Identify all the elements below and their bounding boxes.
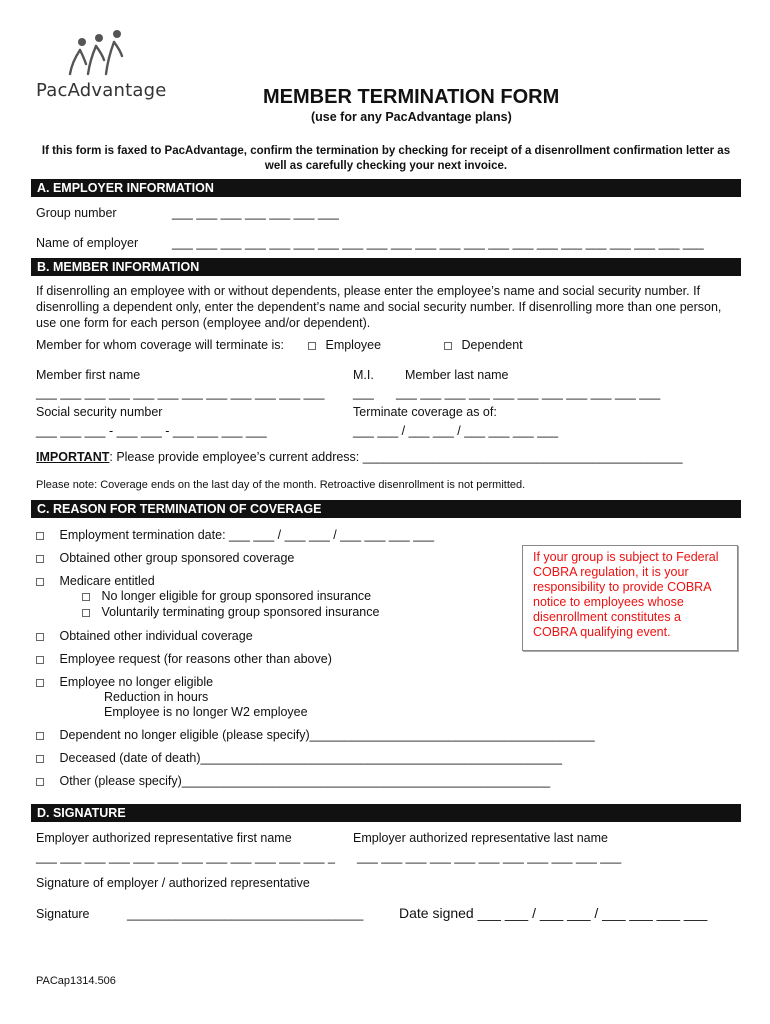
ssn-field[interactable]: ___ ___ ___ - ___ ___ - ___ ___ ___ ___ xyxy=(36,424,267,438)
section-b-heading: B. MEMBER INFORMATION xyxy=(31,258,741,276)
option-dependent[interactable] xyxy=(444,338,523,352)
reason-no-longer-eligible[interactable] xyxy=(36,675,213,689)
reason-employee-request[interactable] xyxy=(36,652,332,666)
signature-field[interactable]: __________________________________ xyxy=(127,907,364,921)
option-dependent-label: Dependent xyxy=(461,338,523,352)
medicare-sub1-checkbox[interactable] xyxy=(82,593,90,601)
first-name-label: Member first name xyxy=(36,368,141,382)
reason-other-group[interactable] xyxy=(36,551,294,565)
employer-name-label: Name of employer xyxy=(36,236,139,250)
rep-first-name-label: Employer authorized representative first name xyxy=(36,831,292,845)
employee-request-checkbox[interactable] xyxy=(36,656,44,664)
rep-last-name-label: Employer authorized representative last name xyxy=(353,831,608,845)
member-instructions: If disenrolling an employee with or without dependents, please enter the employee’s name and social security number. If disenrolling a dependent only, enter the dependent’s name and social security number. If disenrolling more than one person, use one form for each person (employee and/or dependent). xyxy=(36,284,722,330)
reduction-hours-text: Reduction in hours xyxy=(104,690,209,704)
logo-text: PacAdvantage xyxy=(36,80,167,101)
reason-other[interactable] xyxy=(36,774,550,788)
reason-employment[interactable] xyxy=(36,528,434,542)
dependent-checkbox[interactable] xyxy=(444,342,452,350)
signature-heading: Signature of employer / authorized representative xyxy=(36,876,310,890)
page-subtitle: (use for any PacAdvantage plans) xyxy=(311,110,512,124)
important-label: IMPORTANT xyxy=(36,450,110,464)
medicare-text: Medicare entitled xyxy=(59,574,155,588)
medicare-sub1-text: No longer eligible for group sponsored insurance xyxy=(101,589,372,603)
medicare-sub2-checkbox[interactable] xyxy=(82,609,90,617)
fax-notice xyxy=(31,144,741,174)
coverage-note: Please note: Coverage ends on the last day of the month. Retroactive disenrollment is not permitted. xyxy=(36,479,526,491)
pacadvantage-logo-figures xyxy=(62,28,152,78)
mi-label: M.I. xyxy=(353,368,374,382)
other-group-checkbox[interactable] xyxy=(36,555,44,563)
option-employee-label: Employee xyxy=(325,338,382,352)
fax-notice-line2: well as carefully checking your next invoice. xyxy=(264,160,508,172)
reason-dependent[interactable] xyxy=(36,728,595,742)
deceased-checkbox[interactable] xyxy=(36,755,44,763)
employment-date-text: Employment termination date: ___ ___ / ___ ___ / ___ ___ ___ ___ xyxy=(59,528,435,542)
reason-medicare-sub1[interactable] xyxy=(82,589,371,603)
fax-notice-line1: If this form is faxed to PacAdvantage, confirm the termination by checking for receipt of a disenrollment confirmation letter as xyxy=(41,145,731,157)
group-number-label: Group number xyxy=(36,206,117,220)
section-c-heading: C. REASON FOR TERMINATION OF COVERAGE xyxy=(31,500,741,518)
form-code: PACap1314.506 xyxy=(36,975,116,987)
other-specify-text[interactable]: Other (please specify)_____________________________________________________ xyxy=(59,774,551,788)
page-title: MEMBER TERMINATION FORM xyxy=(263,86,560,108)
cobra-notice-text: If your group is subject to Federal COBRA regulation, it is your responsibility to provide COBRA notice to employees whose disenrollment constitutes a COBRA qualifying event. xyxy=(533,550,719,639)
signature-label: Signature xyxy=(36,907,90,921)
employee-request-text: Employee request (for reasons other than above) xyxy=(59,652,332,666)
terminate-label: Terminate coverage as of: xyxy=(353,405,497,419)
dependent-reason-checkbox[interactable] xyxy=(36,732,44,740)
medicare-checkbox[interactable] xyxy=(36,578,44,586)
employer-name-field[interactable]: ___ ___ ___ ___ ___ ___ ___ ___ ___ ___ ___ ___ ___ ___ ___ ___ ___ ___ ___ ___ ___ ___ xyxy=(172,236,704,250)
reason-other-individual[interactable] xyxy=(36,629,253,643)
reason-deceased[interactable] xyxy=(36,751,562,765)
address-prompt[interactable]: : Please provide employee’s current address: ______________________________________________ xyxy=(109,450,683,464)
reason-medicare[interactable] xyxy=(36,574,155,588)
date-signed-field[interactable]: Date signed ___ ___ / ___ ___ / ___ ___ ___ ___ xyxy=(399,905,708,921)
last-name-field[interactable]: ___ ___ ___ ___ ___ ___ ___ ___ ___ ___ ___ xyxy=(396,386,661,400)
mi-field[interactable]: ___ xyxy=(353,386,374,400)
employee-checkbox[interactable] xyxy=(308,342,316,350)
no-longer-w2-text: Employee is no longer W2 employee xyxy=(104,705,308,719)
group-number-field[interactable]: ___ ___ ___ ___ ___ ___ ___ xyxy=(172,206,339,220)
ssn-label: Social security number xyxy=(36,405,163,419)
rep-first-name-field[interactable]: ___ ___ ___ ___ ___ ___ ___ ___ ___ ___ ___ ___ _ xyxy=(36,850,335,864)
dependent-specify-text[interactable]: Dependent no longer eligible (please specify)_________________________________________ xyxy=(59,728,595,742)
terminate-date-field[interactable]: ___ ___ / ___ ___ / ___ ___ ___ ___ xyxy=(353,424,559,438)
other-reason-checkbox[interactable] xyxy=(36,778,44,786)
employment-checkbox[interactable] xyxy=(36,532,44,540)
other-individual-text: Obtained other individual coverage xyxy=(59,629,253,643)
reason-medicare-sub2[interactable] xyxy=(82,605,379,619)
cobra-notice-box xyxy=(522,545,738,651)
address-row[interactable] xyxy=(36,450,683,464)
first-name-field[interactable]: ___ ___ ___ ___ ___ ___ ___ ___ ___ ___ ___ ___ xyxy=(36,386,325,400)
last-name-label: Member last name xyxy=(405,368,509,382)
coverage-for-label: Member for whom coverage will terminate is: xyxy=(36,338,284,352)
other-individual-checkbox[interactable] xyxy=(36,633,44,641)
option-employee[interactable] xyxy=(308,338,381,352)
rep-last-name-field[interactable]: ___ ___ ___ ___ ___ ___ ___ ___ ___ ___ ___ xyxy=(357,850,622,864)
other-group-text: Obtained other group sponsored coverage xyxy=(59,551,295,565)
deceased-text[interactable]: Deceased (date of death)____________________________________________________ xyxy=(59,751,563,765)
section-d-heading: D. SIGNATURE xyxy=(31,804,741,822)
no-longer-eligible-checkbox[interactable] xyxy=(36,679,44,687)
no-longer-eligible-text: Employee no longer eligible xyxy=(59,675,214,689)
section-a-heading: A. EMPLOYER INFORMATION xyxy=(31,179,741,197)
medicare-sub2-text: Voluntarily terminating group sponsored insurance xyxy=(101,605,380,619)
